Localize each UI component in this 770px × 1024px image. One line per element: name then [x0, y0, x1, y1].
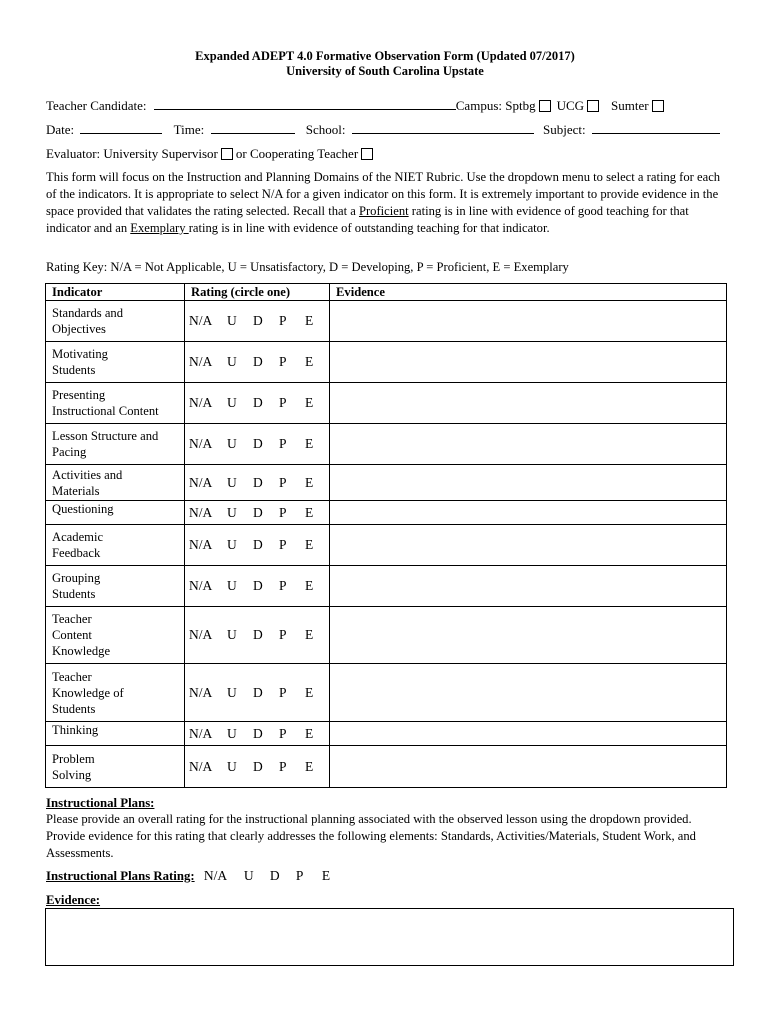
indicator-cell	[46, 465, 185, 501]
evaluator-label: Evaluator: University Supervisor	[46, 146, 218, 161]
indicator-label-line: Knowledge	[52, 644, 111, 658]
indicator-label-line: Academic	[52, 530, 104, 544]
indicator-label-line: Teacher	[52, 669, 92, 684]
teacher-candidate-field[interactable]	[154, 97, 456, 110]
sptbg-checkbox[interactable]	[539, 100, 551, 112]
table-row	[46, 746, 727, 788]
rating-option-u[interactable]: U	[227, 537, 237, 552]
rating-option-u[interactable]: U	[227, 313, 237, 328]
date-label: Date:	[46, 122, 75, 137]
indicator-label-line: Instructional Content	[52, 404, 159, 418]
form-title: Expanded ADEPT 4.0 Formative Observation Form (Updated 07/2017)	[195, 49, 575, 63]
table-row	[46, 465, 727, 501]
ucg-label: UCG	[556, 98, 585, 113]
rating-option-na[interactable]: N/A	[189, 313, 213, 328]
rating-option-u[interactable]: U	[227, 504, 237, 520]
rating-option-d[interactable]: D	[253, 684, 263, 700]
rating-option-d[interactable]: D	[253, 578, 263, 593]
instructions-part3: rating is in line with evidence of outstanding teaching for that indicator.	[188, 221, 550, 235]
indicator-cell	[46, 342, 185, 383]
indicator-label-line: Materials	[52, 483, 100, 498]
instructional-plans-text: Please provide an overall rating for the instructional planning associated with the observed lesson using the dropdown provided. Provide evidence for this rating that clearly addresses the following elements: Standards, Activities/Materials, Student Work, and Assessments.	[46, 812, 696, 860]
indicator-label-line: Students	[52, 587, 96, 601]
rating-option-e[interactable]: E	[305, 537, 314, 552]
indicator-cell	[46, 383, 185, 424]
indicator-label-line: Activities and	[52, 467, 123, 482]
evidence-cell[interactable]	[330, 383, 727, 424]
rating-option-p[interactable]: P	[279, 354, 287, 369]
plans-rating-u[interactable]: U	[243, 868, 254, 883]
rating-option-na[interactable]: N/A	[189, 725, 213, 741]
ucg-checkbox[interactable]	[587, 100, 599, 112]
rating-option-u[interactable]: U	[227, 395, 237, 410]
rating-option-d[interactable]: D	[253, 504, 263, 520]
rating-option-e[interactable]: E	[305, 395, 314, 410]
teacher-candidate-label: Teacher Candidate:	[46, 98, 147, 113]
rating-option-p[interactable]: P	[279, 504, 287, 520]
indicator-label-line: Students	[52, 363, 96, 377]
rating-option-u[interactable]: U	[227, 627, 237, 642]
header-evidence: Evidence	[330, 284, 727, 301]
date-field[interactable]	[80, 121, 162, 134]
subject-label: Subject:	[542, 122, 586, 137]
indicator-cell	[46, 566, 185, 607]
rating-option-u[interactable]: U	[227, 684, 237, 700]
school-label: School:	[305, 122, 346, 137]
rating-option-p[interactable]: P	[279, 758, 287, 774]
school-field[interactable]	[352, 121, 534, 134]
evidence-cell[interactable]	[330, 664, 727, 722]
rating-cell[interactable]	[185, 465, 330, 501]
plans-rating-na[interactable]: N/A	[203, 868, 228, 883]
plans-rating-d[interactable]: D	[269, 868, 280, 883]
rating-option-na[interactable]: N/A	[189, 474, 213, 490]
indicator-label-line: Feedback	[52, 546, 101, 560]
rating-option-d[interactable]: D	[253, 537, 263, 552]
sumter-label: Sumter	[611, 98, 649, 113]
subject-field[interactable]	[592, 121, 720, 134]
rating-option-d[interactable]: D	[253, 395, 263, 410]
evidence-cell[interactable]	[330, 525, 727, 566]
rating-option-u[interactable]: U	[227, 758, 237, 774]
evidence-cell[interactable]	[330, 301, 727, 342]
indicator-label-line: Solving	[52, 767, 92, 782]
rating-option-p[interactable]: P	[279, 474, 287, 490]
rating-option-e[interactable]: E	[305, 758, 314, 774]
indicator-label-line: Presenting	[52, 388, 106, 402]
rating-key: Rating Key: N/A = Not Applicable, U = Unsatisfactory, D = Developing, P = Proficient, E = Exemplary	[46, 260, 569, 274]
instructional-plans-rating-label: Instructional Plans Rating:	[46, 869, 195, 883]
indicator-label-line: Grouping	[52, 571, 101, 585]
evidence-cell[interactable]	[330, 501, 727, 525]
indicator-label-line: Problem	[52, 751, 95, 766]
indicator-cell	[46, 424, 185, 465]
instructional-plans-rating-row	[46, 868, 330, 884]
rating-option-d[interactable]: D	[253, 313, 263, 328]
rating-cell[interactable]	[185, 383, 330, 424]
rating-cell[interactable]	[185, 301, 330, 342]
campus-label: Campus: Sptbg	[455, 98, 536, 113]
evidence-cell[interactable]	[330, 342, 727, 383]
rating-option-p[interactable]: P	[279, 537, 287, 552]
rating-option-u[interactable]: U	[227, 436, 237, 451]
indicator-label-line: Questioning	[52, 502, 114, 516]
table-row	[46, 525, 727, 566]
evaluator-row	[46, 146, 379, 162]
rating-cell[interactable]	[185, 525, 330, 566]
instructions-part2: rating is in line with evidence of good teaching for that indicator and an	[46, 204, 689, 235]
sumter-checkbox[interactable]	[652, 100, 664, 112]
rating-option-d[interactable]: D	[253, 436, 263, 451]
rating-option-e[interactable]: E	[305, 354, 314, 369]
rating-option-na[interactable]: N/A	[189, 537, 213, 552]
cooperating-teacher-checkbox[interactable]	[361, 148, 373, 160]
indicator-label-line: Students	[52, 701, 96, 716]
rating-option-e[interactable]: E	[305, 578, 314, 593]
evidence-cell[interactable]	[330, 566, 727, 607]
rating-option-p[interactable]: P	[279, 627, 287, 642]
rating-option-d[interactable]: D	[253, 725, 263, 741]
form-subtitle: University of South Carolina Upstate	[286, 64, 484, 78]
header-rating: Rating (circle one)	[185, 284, 330, 301]
cooperating-teacher-label: or Cooperating Teacher	[235, 146, 359, 161]
time-field[interactable]	[211, 121, 295, 134]
indicator-cell	[46, 746, 185, 788]
observation-table-body	[46, 301, 727, 788]
table-row	[46, 607, 727, 664]
rating-option-p[interactable]: P	[279, 725, 287, 741]
indicator-label-line: Motivating	[52, 347, 108, 361]
table-row	[46, 424, 727, 465]
indicator-cell	[46, 301, 185, 342]
header-indicator: Indicator	[46, 284, 185, 301]
rating-option-na[interactable]: N/A	[189, 758, 213, 774]
instructional-plans-evidence-field[interactable]	[45, 908, 734, 966]
rating-option-u[interactable]: U	[227, 474, 237, 490]
rating-cell[interactable]	[185, 342, 330, 383]
evidence-cell[interactable]	[330, 722, 727, 746]
rating-option-na[interactable]: N/A	[189, 504, 213, 520]
rating-option-e[interactable]: E	[305, 725, 314, 741]
indicator-label-line: Thinking	[52, 723, 99, 737]
evidence-cell[interactable]	[330, 424, 727, 465]
observation-table	[45, 283, 727, 788]
rating-option-e[interactable]: E	[305, 436, 314, 451]
rating-option-e[interactable]: E	[305, 627, 314, 642]
instructions-part1: This form will focus on the Instruction and Planning Domains of the NIET Rubric. Use the dropdown menu to select a rating for each of the indicators. It is appropriate to select N/A for a given indicator on this form. It is extremely important to provide evidence in the space provided that validates the rating selected. Recall that a	[46, 170, 721, 218]
indicator-cell	[46, 525, 185, 566]
instructional-plans-heading: Instructional Plans:	[46, 796, 155, 810]
indicator-label-line: Lesson Structure and	[52, 429, 159, 443]
evidence-cell[interactable]	[330, 607, 727, 664]
indicator-cell	[46, 607, 185, 664]
indicator-label-line: Teacher	[52, 612, 92, 626]
rating-option-u[interactable]: U	[227, 354, 237, 369]
date-row	[46, 121, 720, 138]
proficient-term: Proficient	[358, 204, 409, 218]
rating-option-u[interactable]: U	[227, 578, 237, 593]
rating-option-p[interactable]: P	[279, 578, 287, 593]
teacher-candidate-row	[46, 97, 670, 114]
rating-option-p[interactable]: P	[279, 313, 287, 328]
table-row	[46, 722, 727, 746]
rating-cell[interactable]	[185, 501, 330, 525]
rating-cell[interactable]	[185, 664, 330, 722]
indicator-label-line: Objectives	[52, 322, 106, 336]
rating-option-p[interactable]: P	[279, 395, 287, 410]
rating-option-d[interactable]: D	[253, 758, 263, 774]
rating-cell[interactable]	[185, 424, 330, 465]
evidence-cell[interactable]	[330, 746, 727, 788]
table-row	[46, 501, 727, 525]
indicator-cell	[46, 664, 185, 722]
rating-option-e[interactable]: E	[305, 504, 314, 520]
indicator-label-line: Knowledge of	[52, 685, 124, 700]
rating-cell[interactable]	[185, 746, 330, 788]
table-header-row	[46, 284, 727, 301]
indicator-cell	[46, 501, 185, 525]
indicator-label-line: Content	[52, 628, 92, 642]
rating-option-e[interactable]: E	[305, 474, 314, 490]
plans-rating-p[interactable]: P	[295, 868, 304, 883]
rating-option-e[interactable]: E	[305, 313, 314, 328]
rating-option-na[interactable]: N/A	[189, 436, 213, 451]
rating-option-d[interactable]: D	[253, 474, 263, 490]
rating-cell[interactable]	[185, 607, 330, 664]
indicator-label-line: Standards and	[52, 306, 123, 320]
table-row	[46, 301, 727, 342]
plans-rating-e[interactable]: E	[321, 868, 331, 883]
rating-option-d[interactable]: D	[253, 354, 263, 369]
rating-option-d[interactable]: D	[253, 627, 263, 642]
exemplary-term: Exemplary	[130, 221, 189, 235]
rating-option-na[interactable]: N/A	[189, 627, 213, 642]
indicator-label-line: Pacing	[52, 445, 87, 459]
time-label: Time:	[173, 122, 205, 137]
evidence-cell[interactable]	[330, 465, 727, 501]
rating-option-na[interactable]: N/A	[189, 395, 213, 410]
table-row	[46, 342, 727, 383]
table-row	[46, 664, 727, 722]
rating-option-na[interactable]: N/A	[189, 684, 213, 700]
rating-cell[interactable]	[185, 722, 330, 746]
rating-option-p[interactable]: P	[279, 684, 287, 700]
rating-option-p[interactable]: P	[279, 436, 287, 451]
university-supervisor-checkbox[interactable]	[221, 148, 233, 160]
instructional-plans-rating-options[interactable]	[204, 868, 330, 883]
instructions-paragraph	[46, 169, 726, 237]
table-row	[46, 383, 727, 424]
rating-option-u[interactable]: U	[227, 725, 237, 741]
rating-cell[interactable]	[185, 566, 330, 607]
rating-option-na[interactable]: N/A	[189, 578, 213, 593]
rating-option-na[interactable]: N/A	[189, 354, 213, 369]
evidence-label: Evidence:	[46, 893, 101, 907]
table-row	[46, 566, 727, 607]
rating-option-e[interactable]: E	[305, 684, 314, 700]
indicator-cell	[46, 722, 185, 746]
